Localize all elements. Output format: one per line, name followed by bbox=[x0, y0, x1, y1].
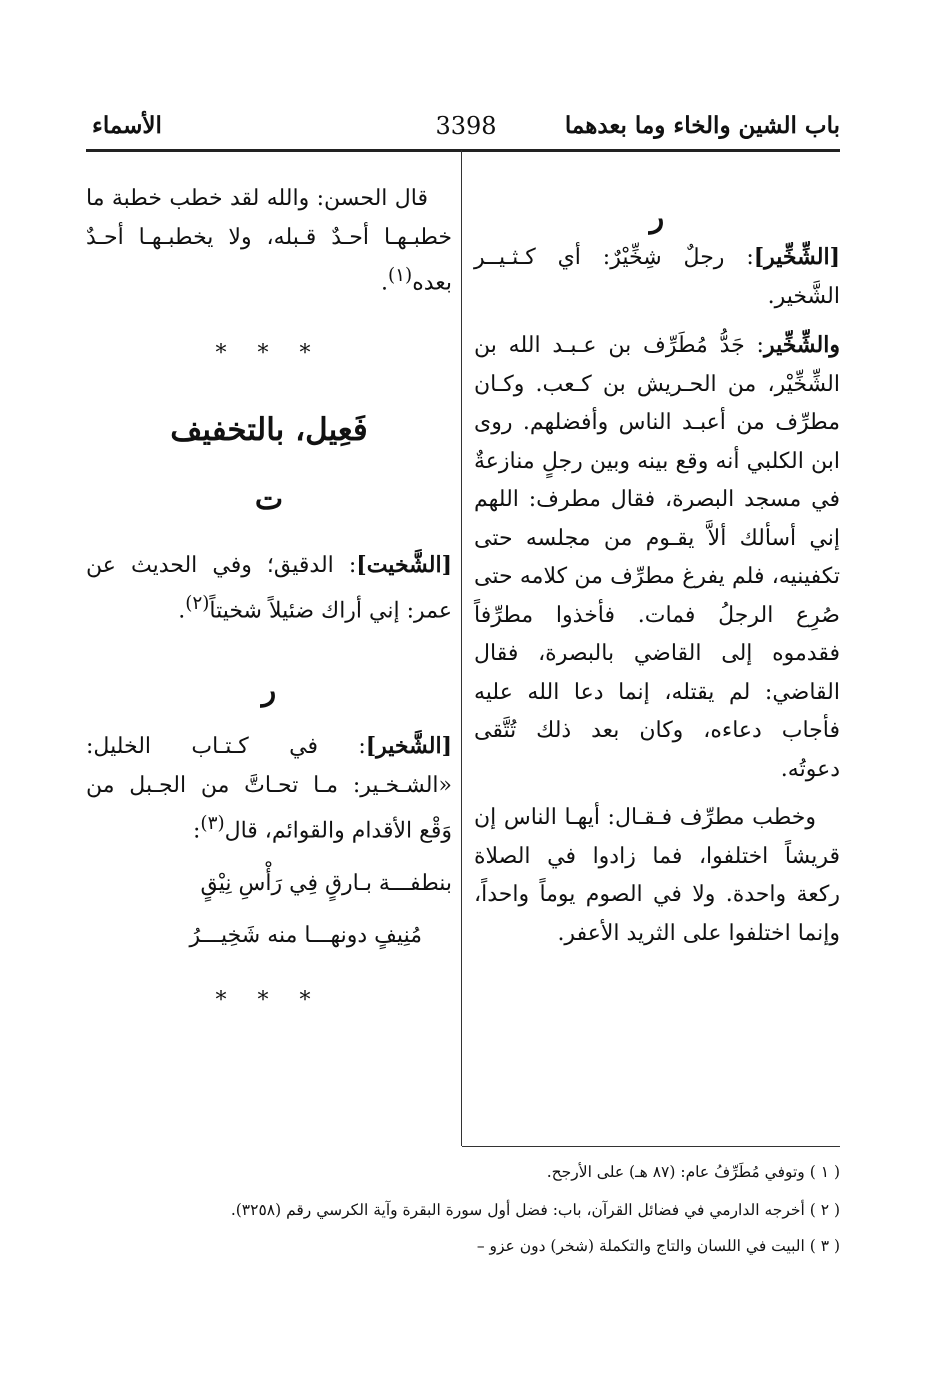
entry-text: : جَدُّ مُطَرِّف بن عـبـد الله بن الشِّخِّيْر، من الحـريش بن كـعب. وكـان مطرِّف من أعبـد الناس وأفضلهم. روى ابن الكلبي أنه وقع بينه وبين رجلٍ منازعةٌ في مسجد البصرة، فقال مطرف: اللهم إني أسألك ألاَّ يقـوم من مجلسه حتى تكفينيه، فلم يفرغ مطرِّف من كلامه حتى صُرِع الرجلُ فمات. فأخذوا مطرِّفاً فقدموه إلى القاضي بالبصرة، فقال القاضي: لم يقتله، إنما دعا الله عليه فأجاب دعاءه، وكان بعد ذلك تُتَّقى دعوتُه. bbox=[474, 333, 840, 782]
footnote-2: ( ٢ ) أخرجه الدارمي في فضائل القرآن، باب: فضل أول سورة البقرة وآية الكرسي رقم (٣٢٥٨). bbox=[230, 1201, 840, 1219]
verse-hemistich-2: مُنِيفٍ دونهـــا منه شَخِيـــرُ bbox=[189, 923, 422, 949]
entry-shikhkhir-1 bbox=[474, 238, 840, 316]
entry-term: [الشَّخير] bbox=[365, 733, 452, 760]
verse-hemistich-1: بنطفـــة بـارقٍ فِي رَأْسِ نِيْقٍ bbox=[200, 870, 452, 896]
letter-heading-ta: ت bbox=[254, 481, 284, 517]
section-heading: فَعِيل، بالتخفيف bbox=[170, 412, 368, 449]
entry-paragraph: قال الحسن: والله لقد خطب خطبة ما خطبـهـا أحـدٌ قـبله، ولا يخطبـهـا أحـدٌ بعده$^{(١)}$. bbox=[86, 186, 452, 296]
entry-shikhkhir-2 bbox=[474, 326, 840, 789]
footnote-ref: (١) bbox=[388, 265, 413, 286]
footnote-ref: (٣) bbox=[200, 813, 225, 835]
running-header-section: الأسماء bbox=[92, 112, 162, 139]
separator-stars: * * * bbox=[215, 340, 323, 366]
footnote-rule bbox=[462, 1146, 840, 1147]
entry-shakhir: [الشَّخير]: في كـتـاب الخليل: «الشـخـير: مـا تحـاتَّ من الجـبل من وَقْع الأقدام والقوائم، قال$^{(٣)}$: bbox=[86, 733, 452, 844]
footnote-3: ( ٣ ) البيت في اللسان والتاج والتكملة (شخر) دون عزو – bbox=[476, 1237, 840, 1255]
entry-text: : الدقيق؛ وفي الحديث عن عمر: إني أراك ضئيلاً شخيتاً bbox=[86, 552, 452, 624]
column-divider bbox=[461, 150, 462, 1146]
entry-term: والشِّخِّير bbox=[763, 332, 840, 358]
entry-term: [الشِّخِّير] bbox=[753, 244, 840, 270]
left-column bbox=[86, 180, 452, 1020]
entry-paragraph: وخطب مطرِّف فـقـال: أيهـا الناس إن قريشاً اختلفوا، فما زادوا في الصلاة ركعة واحدة. ولا في الصوم يوماً واحداً، وإنما اختلفوا على الثريد الأعفر. bbox=[474, 805, 840, 946]
right-column bbox=[474, 198, 840, 953]
separator-stars: * * * bbox=[215, 987, 323, 1013]
entry-shakhit: [الشَّخيت]: الدقيق؛ وفي الحديث عن عمر: إني أراك ضئيلاً شخيتاً$^{(٢)}$. bbox=[86, 551, 452, 624]
letter-heading-ra: ر bbox=[261, 673, 277, 709]
running-header-chapter: باب الشين والخاء وما بعدهما bbox=[564, 112, 840, 139]
footnote-1: ( ١ ) وتوفي مُطَرِّفُ عام: (٨٧ هـ) على الأرجح. bbox=[546, 1163, 840, 1181]
entry-text: : في كـتـاب الخليل: «الشـخـير: مـا تحـاتَّ من الجـبل من وَقْع الأقدام والقوائم، قال bbox=[86, 734, 452, 844]
footnote-ref: (٢) bbox=[185, 593, 210, 615]
page-number: 3398 bbox=[435, 112, 497, 140]
entry-text: : رجلٌ شِخِّيْرٌ: أي كـثـيــر الشَّخير. bbox=[474, 245, 840, 309]
entry-text: قال الحسن: والله لقد خطب خطبة ما خطبـهـا أحـدٌ قـبله، ولا يخطبـهـا أحـدٌ بعده bbox=[86, 186, 452, 296]
entry-term: [الشَّخيت] bbox=[356, 551, 452, 578]
header-rule bbox=[86, 149, 840, 152]
letter-heading-ra: ر bbox=[649, 200, 665, 235]
